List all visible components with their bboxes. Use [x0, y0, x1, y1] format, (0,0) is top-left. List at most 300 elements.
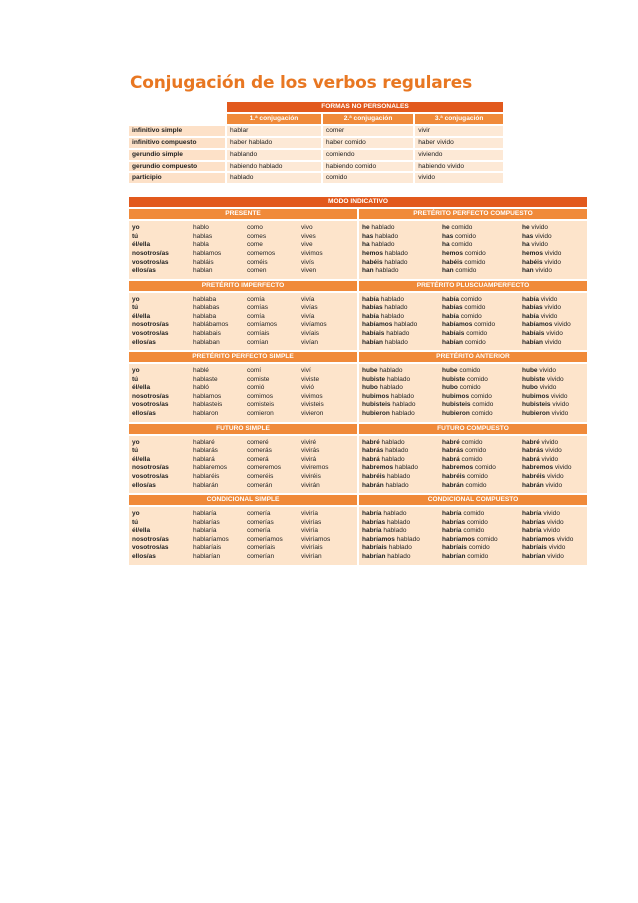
auxiliary-verb: habréis	[442, 472, 466, 480]
compound-form	[442, 519, 522, 528]
compound-form	[442, 510, 522, 519]
compound-form	[442, 296, 522, 305]
participle: comido	[468, 544, 490, 552]
conjugation-form: yo	[132, 367, 140, 375]
row-label: gerundio simple	[129, 150, 225, 160]
compound-form	[362, 544, 442, 553]
compound-form	[522, 259, 587, 268]
compound-form	[362, 330, 442, 339]
auxiliary-verb: habrían	[442, 553, 466, 560]
compound-form	[522, 241, 587, 250]
auxiliary-verb: habéis	[362, 258, 383, 266]
auxiliary-verb: hubieron	[522, 410, 550, 418]
compound-form	[362, 376, 442, 385]
participle: vivido	[544, 249, 562, 257]
participle: hablado	[396, 535, 420, 543]
auxiliary-verb: habíais	[442, 330, 465, 337]
compound-form	[442, 464, 522, 473]
conjugation-form: comía	[247, 295, 265, 303]
table-cell: hablado	[227, 173, 321, 183]
compound-form	[522, 439, 587, 448]
auxiliary-verb: hubieron	[442, 410, 470, 418]
conjugation-sheet	[129, 72, 587, 567]
participle: comido	[463, 510, 485, 518]
compound-form	[522, 473, 587, 482]
compound-form	[362, 401, 442, 410]
conjugation-form: viven	[301, 267, 317, 275]
participle: comido	[474, 464, 496, 472]
table-cell: vivir	[415, 126, 503, 136]
auxiliary-verb: habréis	[362, 472, 386, 480]
conjugation-form: viviría	[301, 527, 318, 535]
row-label: participio	[129, 173, 225, 183]
conjugation-form: comí	[247, 367, 262, 375]
compound-form	[362, 259, 442, 268]
participle: comido	[466, 330, 488, 337]
auxiliary-verb: habrían	[362, 553, 386, 560]
conjugation-form: vivía	[301, 312, 315, 320]
compound-form	[362, 510, 442, 519]
conjugation-form: hablaron	[193, 410, 219, 418]
compound-column	[522, 510, 587, 562]
row-label: infinitivo simple	[129, 126, 225, 136]
compound-form	[442, 527, 522, 536]
participle: hablado	[381, 455, 405, 463]
participle: hablado	[384, 258, 408, 266]
participle: hablado	[383, 510, 407, 518]
compound-tense-block	[359, 221, 587, 279]
compound-column	[362, 439, 442, 491]
participle: vivido	[545, 481, 563, 489]
auxiliary-verb: has	[522, 232, 534, 240]
compound-column	[442, 510, 522, 562]
auxiliary-verb: habrás	[522, 447, 544, 455]
participle: comido	[455, 267, 477, 275]
compound-tense-block	[359, 507, 587, 565]
indicative-mood-table	[127, 195, 589, 566]
auxiliary-verb: hube	[362, 367, 378, 375]
conjugation-column	[193, 224, 247, 276]
participle: hablado	[380, 312, 404, 320]
conjugation-form: hablaban	[193, 338, 220, 346]
conjugation-form: viviré	[301, 438, 317, 446]
compound-column	[362, 510, 442, 562]
participle: vivido	[546, 518, 564, 526]
participle: hablado	[392, 401, 416, 409]
table-row	[129, 150, 503, 160]
auxiliary-verb: hubo	[522, 384, 538, 392]
conjugation-form: hablabas	[193, 304, 220, 312]
auxiliary-verb: han	[522, 267, 534, 275]
compound-form	[522, 482, 587, 491]
non-personal-forms-band: FORMAS NO PERSONALES	[227, 102, 503, 112]
auxiliary-verb: habíais	[522, 330, 545, 337]
compound-form	[522, 304, 587, 313]
participle: vivido	[552, 401, 569, 409]
conjugation-form: hablaría	[193, 510, 217, 518]
compound-form	[362, 250, 442, 259]
auxiliary-verb: había	[362, 312, 379, 320]
conjugation-form: hablas	[193, 232, 213, 240]
conjugation-form: hablamos	[193, 249, 222, 257]
auxiliary-verb: habías	[442, 304, 463, 312]
participle: comido	[470, 392, 492, 400]
compound-form	[442, 233, 522, 242]
tense-header-simple: PRESENTE	[129, 209, 357, 219]
compound-column	[362, 367, 442, 419]
blank-cell	[129, 114, 225, 124]
compound-form	[362, 527, 442, 536]
conjugation-column	[301, 367, 355, 419]
participle: comido	[451, 241, 473, 249]
conjugation-form: comisteis	[247, 401, 275, 409]
conjugation-form: comíais	[247, 330, 270, 337]
compound-form	[522, 384, 587, 393]
participle: vivido	[539, 367, 556, 375]
conjugation-form: hablabais	[193, 330, 221, 337]
auxiliary-verb: habíamos	[442, 321, 473, 329]
row-label: infinitivo compuesto	[129, 138, 225, 148]
compound-form	[522, 296, 587, 305]
conjugation-form: ellos/as	[132, 338, 156, 346]
compound-tense-block	[359, 364, 587, 422]
tense-header-compound: CONDICIONAL COMPUESTO	[359, 495, 587, 505]
conjugation-form: comes	[247, 232, 267, 240]
participle: vivido	[556, 535, 574, 543]
conjugation-form: nosotros/as	[132, 464, 169, 472]
compound-form	[522, 401, 587, 410]
conjugation-form: comía	[247, 312, 265, 320]
compound-column	[442, 224, 522, 276]
participle: comido	[461, 455, 483, 463]
auxiliary-verb: hubisteis	[362, 401, 391, 409]
compound-form	[362, 296, 442, 305]
conjugation-form: comieron	[247, 410, 274, 418]
conjugation-column	[193, 367, 247, 419]
participle: hablado	[383, 527, 407, 535]
auxiliary-verb: hube	[442, 367, 458, 375]
conjugation-form: vivisteis	[301, 401, 324, 409]
conjugation-form: él/ella	[132, 455, 151, 463]
conjugation-form: comeríamos	[247, 535, 283, 543]
auxiliary-verb: hemos	[522, 249, 543, 257]
auxiliary-verb: habían	[362, 338, 383, 346]
compound-form	[362, 410, 442, 419]
table-cell: comido	[323, 173, 413, 183]
compound-form	[522, 330, 587, 339]
auxiliary-verb: hubisteis	[522, 401, 551, 409]
conjugation-form: vivirán	[301, 481, 320, 489]
conjugation-form: comías	[247, 304, 268, 312]
compound-form	[522, 527, 587, 536]
participle: vivido	[535, 267, 552, 275]
auxiliary-verb: ha	[442, 241, 450, 249]
compound-form	[442, 473, 522, 482]
participle: vivido	[544, 338, 562, 346]
compound-form	[442, 259, 522, 268]
compound-form	[362, 267, 442, 276]
simple-tense-block	[129, 436, 357, 494]
table-cell: comer	[323, 126, 413, 136]
participle: hablado	[381, 438, 405, 446]
compound-form	[522, 250, 587, 259]
conjugation-form: hablo	[193, 224, 209, 232]
auxiliary-verb: habrán	[442, 481, 464, 489]
compound-form	[522, 367, 587, 376]
conjugation-form: vivís	[301, 258, 314, 266]
tense-header-compound: PRETÉRITO ANTERIOR	[359, 352, 587, 362]
pronoun-column	[132, 224, 193, 276]
conjugation-form: hablarían	[193, 553, 221, 560]
compound-form	[522, 447, 587, 456]
conjugation-form: hablaba	[193, 295, 217, 303]
simple-tense-block	[129, 293, 357, 351]
column-header-3: 3.ª conjugación	[415, 114, 503, 124]
participle: hablado	[384, 249, 408, 257]
conjugation-form: yo	[132, 510, 140, 518]
conjugation-form: come	[247, 241, 263, 249]
conjugation-form: comeríais	[247, 544, 276, 552]
auxiliary-verb: han	[442, 267, 454, 275]
compound-form	[442, 376, 522, 385]
participle: comido	[463, 527, 485, 535]
conjugation-form: comeréis	[247, 472, 274, 480]
conjugation-form: viví	[301, 367, 311, 375]
compound-form	[522, 339, 587, 348]
auxiliary-verb: hubo	[442, 384, 458, 392]
participle: hablado	[385, 447, 409, 455]
participle: vivido	[546, 330, 563, 337]
compound-column	[522, 224, 587, 276]
conjugation-form: comerías	[247, 518, 274, 526]
compound-form	[442, 367, 522, 376]
compound-column	[522, 296, 587, 348]
compound-form	[442, 401, 522, 410]
conjugation-column	[247, 439, 301, 491]
auxiliary-verb: hubimos	[442, 392, 470, 400]
conjugation-form: vivimos	[301, 392, 323, 400]
conjugation-form: hablaréis	[193, 472, 220, 480]
table-row	[129, 173, 503, 183]
conjugation-form: comerían	[247, 553, 275, 560]
conjugation-form: viviréis	[301, 472, 321, 480]
auxiliary-verb: había	[442, 295, 459, 303]
participle: vivido	[550, 392, 568, 400]
participle: hablado	[371, 224, 395, 232]
conjugation-form: vosotros/as	[132, 472, 169, 480]
conjugation-column	[301, 224, 355, 276]
auxiliary-verb: habríamos	[362, 535, 395, 543]
auxiliary-verb: habrá	[522, 455, 540, 463]
auxiliary-verb: hemos	[442, 249, 463, 257]
conjugation-form: ellos/as	[132, 267, 156, 275]
tense-header-simple: PRETÉRITO PERFECTO SIMPLE	[129, 352, 357, 362]
indicative-mood-band: MODO INDICATIVO	[129, 197, 587, 207]
auxiliary-verb: habrías	[442, 518, 466, 526]
auxiliary-verb: hubimos	[522, 392, 550, 400]
participle: vivido	[554, 321, 571, 329]
auxiliary-verb: has	[362, 232, 374, 240]
compound-form	[442, 393, 522, 402]
participle: hablado	[386, 472, 411, 480]
compound-form	[362, 447, 442, 456]
compound-form	[362, 313, 442, 322]
participle: comido	[460, 295, 482, 303]
conjugation-form: hablaste	[193, 375, 218, 383]
auxiliary-verb: habéis	[442, 258, 463, 266]
conjugation-column	[247, 224, 301, 276]
conjugation-column	[247, 367, 301, 419]
conjugation-form: vivirías	[301, 518, 322, 526]
participle: hablado	[375, 232, 399, 240]
compound-form	[522, 267, 587, 276]
auxiliary-verb: habremos	[442, 464, 474, 472]
auxiliary-verb: has	[442, 232, 454, 240]
conjugation-form: vivieron	[301, 410, 324, 418]
participle: vivido	[539, 384, 557, 392]
table-cell: vivido	[415, 173, 503, 183]
participle: comido	[465, 447, 487, 455]
participle: hablado	[380, 295, 404, 303]
conjugation-form: comió	[247, 384, 265, 392]
auxiliary-verb: habré	[522, 438, 540, 446]
participle: hablado	[379, 384, 403, 392]
auxiliary-verb: habíamos	[362, 321, 393, 329]
conjugation-form: ellos/as	[132, 481, 156, 489]
participle: comido	[466, 375, 488, 383]
auxiliary-verb: hubiste	[522, 375, 546, 383]
compound-form	[442, 224, 522, 233]
compound-form	[442, 536, 522, 545]
auxiliary-verb: habrá	[442, 455, 460, 463]
conjugation-form: comíamos	[247, 321, 277, 329]
conjugation-form: comen	[247, 267, 267, 275]
conjugation-form: viviríais	[301, 544, 323, 552]
conjugation-form: tú	[132, 518, 139, 526]
auxiliary-verb: hubiste	[362, 375, 386, 383]
conjugation-column	[247, 296, 301, 348]
compound-column	[442, 367, 522, 419]
participle: comido	[464, 304, 486, 312]
participle: vivido	[541, 455, 559, 463]
pronoun-column	[132, 439, 193, 491]
compound-column	[362, 296, 442, 348]
participle: comido	[476, 535, 498, 543]
auxiliary-verb: habríais	[442, 544, 467, 552]
conjugation-form: hablamos	[193, 392, 222, 400]
conjugation-form: vosotros/as	[132, 330, 169, 337]
table-row	[129, 126, 503, 136]
conjugation-form: comería	[247, 527, 271, 535]
conjugation-form: vives	[301, 232, 316, 240]
compound-form	[522, 456, 587, 465]
conjugation-form: hablarás	[193, 447, 218, 455]
conjugation-form: viviste	[301, 375, 320, 383]
participle: comido	[471, 410, 493, 418]
table-row	[129, 162, 503, 172]
conjugation-form: hablará	[193, 455, 215, 463]
conjugation-form: como	[247, 224, 263, 232]
compound-form	[442, 384, 522, 393]
compound-form	[442, 304, 522, 313]
conjugation-form: él/ella	[132, 312, 151, 320]
conjugation-form: vivimos	[301, 249, 323, 257]
auxiliary-verb: hube	[522, 367, 538, 375]
conjugation-form: yo	[132, 295, 140, 303]
conjugation-form: vivirían	[301, 553, 322, 560]
participle: comido	[466, 518, 488, 526]
conjugation-column	[247, 510, 301, 562]
auxiliary-verb: habrían	[522, 553, 546, 560]
compound-column	[442, 296, 522, 348]
compound-form	[362, 393, 442, 402]
compound-column	[442, 439, 522, 491]
participle: comido	[467, 553, 489, 560]
participle: hablado	[375, 267, 399, 275]
conjugation-form: comerá	[247, 455, 269, 463]
conjugation-form: yo	[132, 438, 140, 446]
participle: comido	[459, 384, 481, 392]
compound-form	[442, 410, 522, 419]
table-cell: haber hablado	[227, 138, 321, 148]
compound-form	[442, 330, 522, 339]
participle: vivido	[548, 544, 566, 552]
compound-form	[522, 553, 587, 562]
auxiliary-verb: hemos	[362, 249, 383, 257]
participle: vivido	[546, 472, 564, 480]
conjugation-form: hablaría	[193, 527, 217, 535]
conjugation-form: comería	[247, 510, 271, 518]
participle: hablado	[390, 392, 415, 400]
auxiliary-verb: habían	[522, 338, 543, 346]
auxiliary-verb: habíamos	[522, 321, 553, 329]
conjugation-form: nosotros/as	[132, 535, 169, 543]
participle: vivido	[543, 510, 560, 518]
auxiliary-verb: habrán	[522, 481, 544, 489]
auxiliary-verb: había	[362, 295, 379, 303]
auxiliary-verb: habéis	[522, 258, 543, 266]
auxiliary-verb: habría	[362, 510, 382, 518]
auxiliary-verb: habrías	[362, 518, 386, 526]
conjugation-form: vivo	[301, 224, 313, 232]
participle: vivido	[535, 232, 552, 240]
conjugation-form: vive	[301, 241, 313, 249]
participle: comido	[474, 321, 496, 329]
conjugation-form: habláis	[193, 258, 214, 266]
compound-form	[522, 376, 587, 385]
table-cell: viviendo	[415, 150, 503, 160]
conjugation-column	[193, 510, 247, 562]
conjugation-form: yo	[132, 224, 140, 232]
participle: hablado	[391, 410, 415, 418]
compound-form	[442, 241, 522, 250]
compound-form	[442, 456, 522, 465]
tense-header-compound: PRETÉRITO PLUSCUAMPERFECTO	[359, 281, 587, 291]
conjugation-form: vosotros/as	[132, 258, 169, 266]
conjugation-form: ellos/as	[132, 410, 156, 418]
auxiliary-verb: habríais	[522, 544, 547, 552]
participle: hablado	[394, 464, 419, 472]
table-cell: hablando	[227, 150, 321, 160]
participle: vivido	[544, 304, 562, 312]
compound-form	[362, 384, 442, 393]
participle: comido	[466, 472, 488, 480]
participle: vivido	[551, 410, 569, 418]
participle: hablado	[385, 481, 409, 489]
auxiliary-verb: hubiste	[442, 375, 466, 383]
participle: vivido	[544, 258, 562, 266]
auxiliary-verb: habrás	[362, 447, 384, 455]
